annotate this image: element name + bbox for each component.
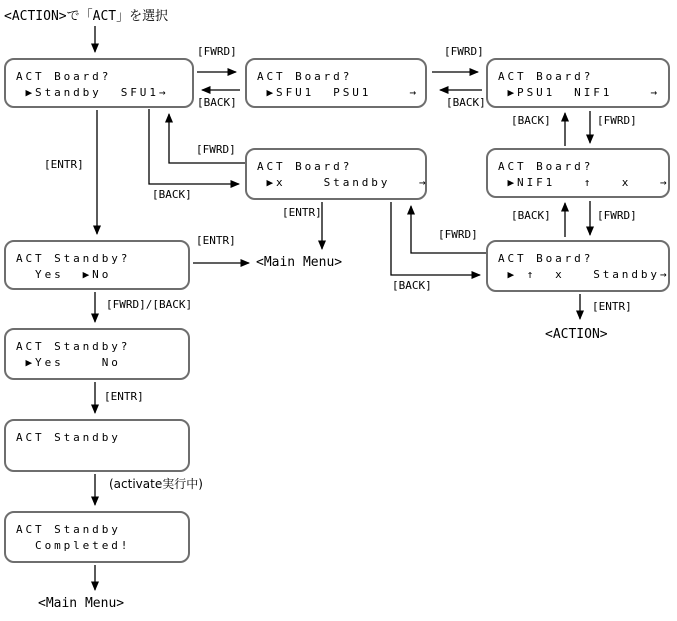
lcd-line-1: ACT Board? [257, 70, 353, 83]
key-label-back: [BACK] [392, 279, 432, 292]
lcd-screen-act-standby-no [4, 240, 190, 290]
key-label-entr: [ENTR] [196, 234, 236, 247]
key-label-fwrd: [FWRD] [197, 45, 237, 58]
lcd-screen-board-up-x-standby [486, 240, 670, 292]
lcd-line-1: ACT Standby [16, 523, 121, 536]
key-label-entr: [ENTR] [282, 206, 322, 219]
lcd-line-2: Completed! [16, 539, 131, 552]
lcd-line-1: ACT Board? [257, 160, 353, 173]
lcd-line-1: ACT Standby? [16, 252, 131, 265]
lcd-screen-act-standby-completed [4, 511, 190, 563]
key-label-back: [BACK] [511, 209, 551, 222]
lcd-line-2: Yes ▶No [16, 268, 112, 281]
key-label-entr: [ENTR] [44, 158, 84, 171]
key-label-fwrd: [FWRD] [438, 228, 478, 241]
lcd-line-1: ACT Board? [16, 70, 112, 83]
lcd-line-2: ▶ ↑ x Standby→ [498, 268, 670, 281]
key-label-fwrd: [FWRD] [597, 114, 637, 127]
main-menu-text: <Main Menu> [38, 596, 125, 611]
key-label-back: [BACK] [197, 96, 237, 109]
lcd-line-1: ACT Board? [498, 160, 594, 173]
main-menu-text: <Main Menu> [256, 255, 343, 270]
lcd-line-2: ▶Yes No [16, 356, 121, 369]
lcd-screen-board-psu1-nif1 [486, 58, 670, 108]
lcd-screen-board-nif1-up-x [486, 148, 670, 198]
lcd-line-2: ▶x Standby → [257, 176, 429, 189]
lcd-screen-board-standby-sfu1 [4, 58, 194, 108]
key-label-fwrd: [FWRD] [597, 209, 637, 222]
key-label-back: [BACK] [511, 114, 551, 127]
lcd-screen-board-sfu1-psu1 [245, 58, 427, 108]
lcd-line-2: ▶SFU1 PSU1 → [257, 86, 419, 99]
label-activate-running: (activate実行中) [109, 477, 203, 491]
key-label-back: [BACK] [152, 188, 192, 201]
key-label-fwrd: [FWRD] [196, 143, 236, 156]
lcd-screen-board-x-standby [245, 148, 427, 200]
key-label-fwrd: [FWRD] [444, 45, 484, 58]
lcd-line-1: ACT Board? [498, 252, 594, 265]
lcd-line-1: ACT Standby [16, 431, 121, 444]
lcd-line-1: ACT Board? [498, 70, 594, 83]
key-label-entr: [ENTR] [592, 300, 632, 313]
lcd-screen-act-standby-running [4, 419, 190, 472]
lcd-line-2: ▶NIF1 ↑ x → [498, 176, 670, 189]
lcd-line-2: ▶Standby SFU1→ [16, 86, 169, 99]
page-title: <ACTION>で「ACT」を選択 [4, 9, 169, 24]
key-label-back: [BACK] [446, 96, 486, 109]
lcd-line-2: ▶PSU1 NIF1 → [498, 86, 660, 99]
lcd-line-1: ACT Standby? [16, 340, 131, 353]
key-label-entr: [ENTR] [104, 390, 144, 403]
key-label-fwrd-back: [FWRD]/[BACK] [106, 298, 193, 311]
lcd-screen-act-standby-yes [4, 328, 190, 380]
action-text: <ACTION> [545, 327, 608, 342]
